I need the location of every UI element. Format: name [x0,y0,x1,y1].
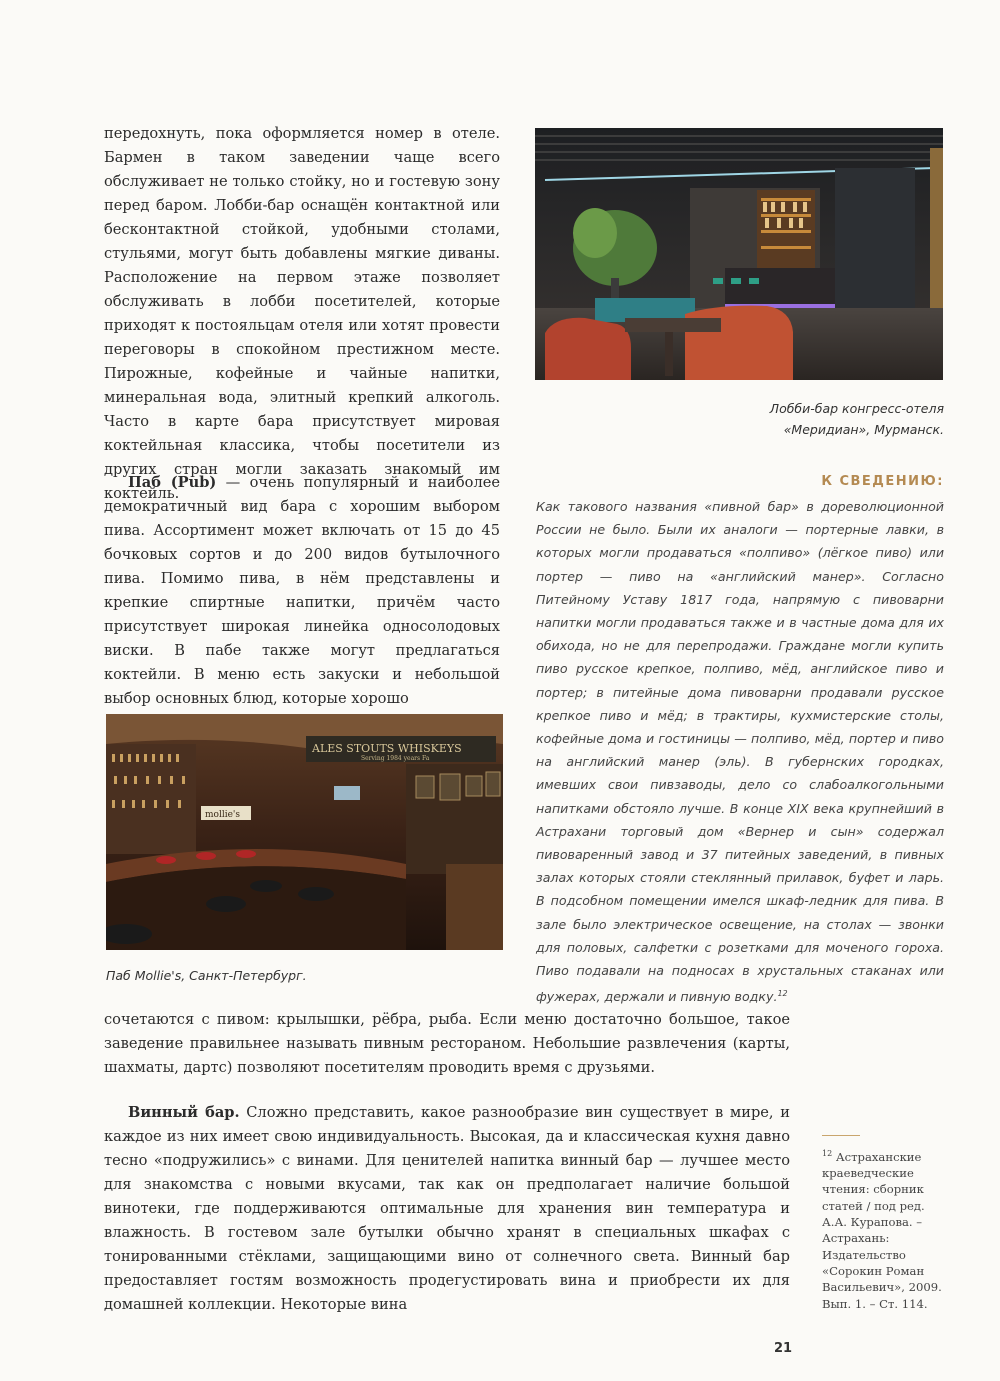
pub-sign-text: ALES STOUTS WHISKEYS [312,742,462,755]
wine-term: Винный бар. [128,1104,240,1121]
intro-paragraph [104,122,500,506]
pub-photo [106,714,503,950]
pub-continuation-text: сочетаются с пивом: крылышки, рёбра, рыба. Если меню достаточно большое, такое заведение правильнее называть пивным рестораном. Небольшие развлечения (карты, шахматы, дартс) позволяют посетителям проводить время с друзьями. [104,1011,790,1076]
lobby-caption-line2: «Меридиан», Мурманск. [783,422,944,437]
footnote-number: 12 [822,1149,833,1158]
intro-text: передохнуть, пока оформляется номер в отеле. Бармен в таком заведении чаще всего обслуживает не только стойку, но и гостевую зону перед баром. Лобби-бар оснащён контактной или бесконтактной стойкой, удобными столами, стульями, могут быть добавлены мягкие диваны. Расположение на первом этаже позволяет обслуживать в лобби посетителей, которые приходят к постояльцам отеля или хотят провести переговоры в спокойном престижном месте. Пирожные, кофейные и чайные напитки, минеральная вода, элитный крепкий алкоголь. Часто в карте бара присутствует мировая коктейльная классика, чтобы посетители из других стран могли заказать знакомый им коктейль. [104,125,500,502]
sidebar-footnote-ref: 12 [777,989,788,999]
footnote-text: Астраханские краеведческие чтения: сборник статей / под ред. А.А. Курапова. – Астрахань: Издательство «Сорокин Роман Васильевич», 2009. Вып. 1. – Ст. 114. [822,1149,942,1311]
pub-continuation-paragraph [104,1008,790,1080]
pub-image [106,714,503,950]
pub-sign-sub: Serving 1984 years Fa [361,755,430,762]
pub-bar-sign: mollie's [205,810,241,820]
page-number: 21 [774,1341,793,1356]
lobby-bar-photo [535,128,943,380]
pub-photo-caption: Паб Mollie's, Санкт-Петербург. [106,968,307,983]
pub-term: Паб (Pub) [128,474,217,491]
lobby-bar-image [535,128,943,380]
lobby-photo-caption [560,398,944,440]
wine-text: Сложно представить, какое разнообразие вин существует в мире, и каждое из них имеет свою индивидуальность. Высокая, да и классическая кухня давно тесно «подружились» с винами. Для ценителей напитка винный бар — лучшее место для знакомства с новыми вкусами, так как он предполагает наличие большой винотеки, где поддерживаются оптимальные для хранения вин температура и влажность. В гостевом зале бутылки обычно хранят в специальных шкафах с тонированными стёклами, защищающими вино от солнечного света. Винный бар предоставляет гостям возможность продегустировать вина и приобрести их для домашней коллекции. Некоторые вина [104,1104,790,1313]
lobby-caption-line1: Лобби-бар конгресс-отеля [769,401,944,416]
wine-paragraph [104,1101,790,1317]
sidebar-text-block [536,495,944,1009]
sidebar-heading: К СВЕДЕНИЮ: [821,474,944,489]
sidebar-text: Как такового названия «пивной бар» в дореволюционной России не было. Были их аналоги — портерные лавки, в которых могли продаваться «полпиво» (лёгкое пиво) или портер — пиво на «английский манер». Согласно Питейному Уставу 1817 года, напрямую с пивоварни напитки могли продаваться также и в частные дома для их обихода, но не для перепродажи. Граждане могли купить пиво русское крепкое, полпиво, мёд, английское пиво и портер; в питейные дома пивоварни продавали русское крепкое пиво и мёд; в трактиры, кухмистерские столы, кофейные дома и гостиницы — полпиво, мёд, портер и пиво на английский манер (эль). В губернских городках, имевших свои пивзаводы, дело со слабоалкогольными напитками обстояло лучше. В конце XIX века крупнейший в Астрахани торговый дом «Вернер и сын» содержал пивоваренный завод и 37 питейных заведений, в пивных залах которых стояли стеклянный прилавок, буфет и ларь. В подсобном помещении имелся шкаф-ледник для пива. В зале было электрическое освещение, на столах — звонки для половых, салфетки с розетками для моченого гороха. Пиво подавали на подносах в хрустальных стаканах или фужерах, держали и пивную водку. [536,499,944,1005]
pub-text: — очень популярный и наиболее демократичный вид бара с хорошим выбором пива. Ассортимент может включать от 15 до 45 бочковых сортов и до 200 видов бутылочного пива. Помимо пива, в нём представлены и крепкие спиртные напитки, причём часто присутствует широкая линейка односолодовых виски. В пабе также могут предлагаться коктейли. В меню есть закуски и небольшой выбор основных блюд, которые хорошо [104,474,500,707]
footnote [822,1146,948,1312]
footnote-divider [822,1135,860,1136]
pub-paragraph [104,471,500,711]
